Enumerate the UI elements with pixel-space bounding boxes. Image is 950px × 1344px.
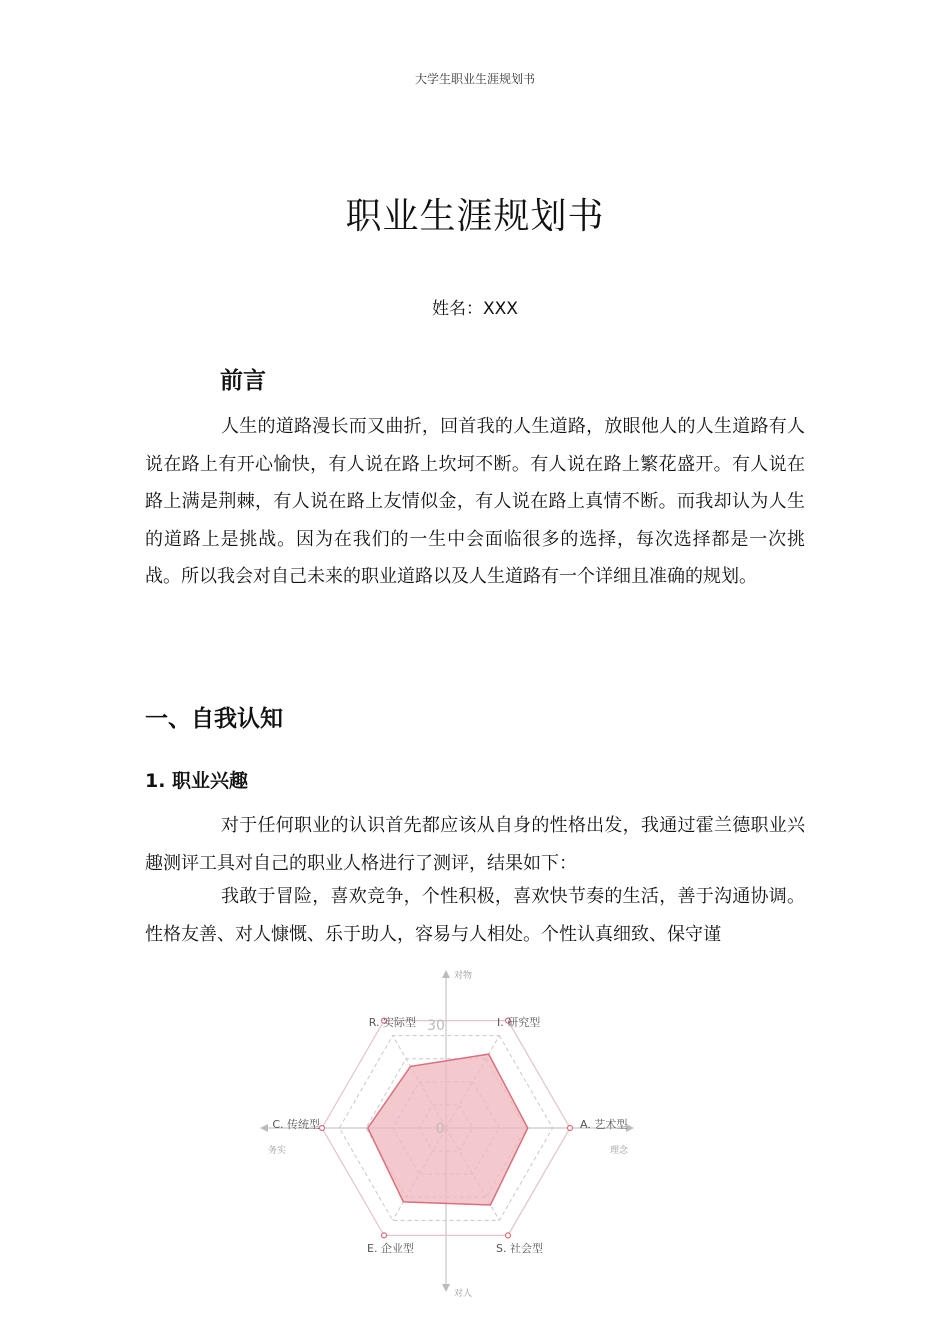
radar-vertex-marker-5 [320,1126,325,1131]
preface-heading: 前言 [220,368,266,394]
preface-paragraph: 人生的道路漫长而又曲折，回首我的人生道路，放眼他人的人生道路有人说在路上有开心愉快，有人说在路上坎坷不断。有人说在路上繁花盛开。有人说在路上满是荆棘，有人说在路上友情似金，有人说在路上真情不断。而我却认为人生的道路上是挑战。因为在我们的一生中会面临很多的选择，每次选择都是一次挑战。所以我会对自己未来的职业道路以及人生道路有一个详细且准确的规划。 [145,416,805,587]
interest-paragraph-2: 我敢于冒险，喜欢竞争，个性积极，喜欢快节奏的生活，善于沟通协调。性格友善、对人慷慨、乐于助人，容易与人相处。个性认真细致、保守谨 [145,886,805,945]
radar-vertex-marker-4 [382,1233,387,1238]
radar-vertex-marker-2 [568,1126,573,1131]
radar-axis-label-4: E. 企业型 [367,1242,414,1255]
arrow-left-icon [260,1124,268,1132]
radar-axis-label-2: A. 艺术型 [580,1118,628,1131]
holland-radar-chart [250,962,650,1302]
radar-vertex-marker-3 [506,1233,511,1238]
radar-axis-label-1: I. 研究型 [497,1016,541,1029]
arrow-up-icon [442,970,450,978]
radar-data-area [368,1054,528,1205]
radar-tick-label-max: 30 [427,1018,445,1034]
running-header: 大学生职业生涯规划书 [414,72,535,86]
dimension-label-right: 理念 [609,1146,628,1156]
arrow-down-icon [442,1284,450,1292]
dimension-label-left: 务实 [268,1146,287,1156]
document-title: 职业生涯规划书 [345,196,605,237]
subsection-heading-career-interest: 1. 职业兴趣 [145,770,249,792]
radar-axis-label-6: R. 实际型 [368,1016,416,1029]
radar-tick-label-min: 0 [435,1121,445,1137]
section-heading-self-awareness: 一、自我认知 [145,706,283,732]
interest-paragraph-1: 对于任何职业的认识首先都应该从自身的性格出发，我通过霍兰德职业兴趣测评工具对自己的职业人格进行了测评，结果如下： [145,815,805,874]
dimension-label-bottom: 对人 [454,1289,473,1299]
radar-axis-label-5: C. 传统型 [272,1118,320,1131]
radar-axis-label-3: S. 社会型 [496,1242,543,1255]
author-line: 姓名：XXX [432,299,518,319]
dimension-label-top: 对物 [454,971,473,981]
